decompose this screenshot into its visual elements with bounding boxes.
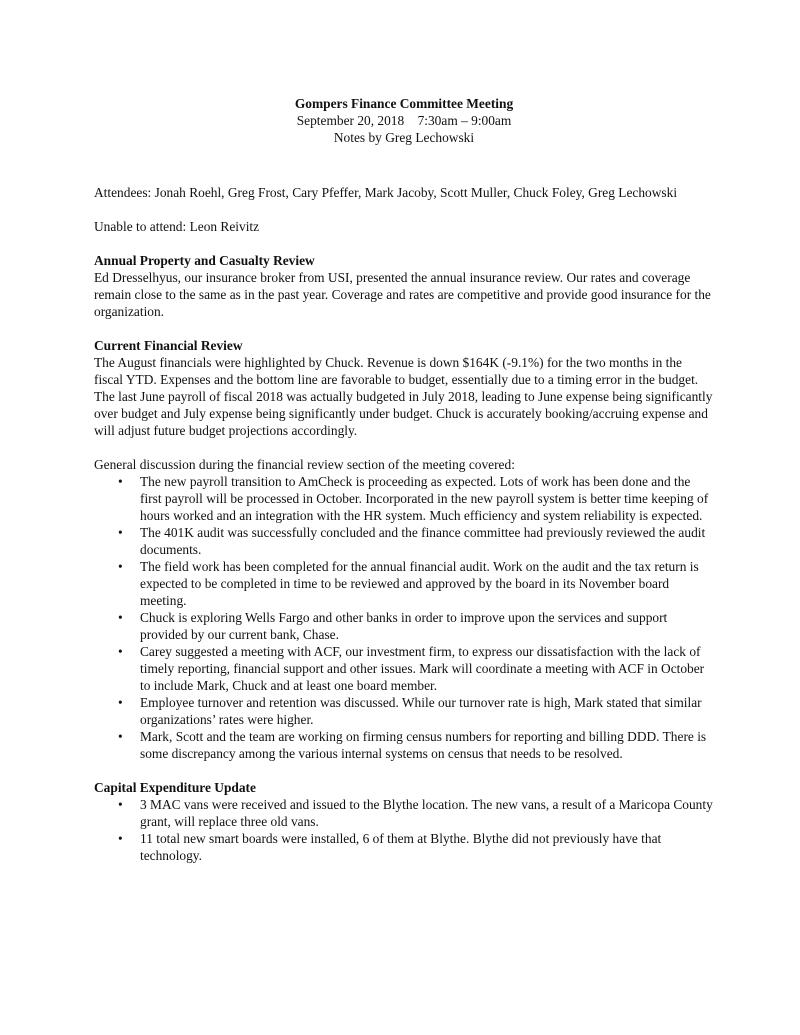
list-item-text: 3 MAC vans were received and issued to the Blythe location. The new vans, a result of a Maricopa County grant, will replace three old vans. <box>140 797 713 829</box>
list-item-text: Mark, Scott and the team are working on firming census numbers for reporting and billing DDD. There is some discrepancy among the various internal systems on census that needs to be resolved. <box>140 729 707 761</box>
list-item-text: Employee turnover and retention was discussed. While our turnover rate is high, Mark stated that similar organizations’ rates were higher. <box>140 695 702 727</box>
meeting-datetime: September 20, 2018 7:30am – 9:00am <box>296 113 512 128</box>
section-heading-capex: Capital Expenditure Update <box>94 780 256 795</box>
list-item <box>94 643 714 694</box>
section-body-property: Ed Dresselhyus, our insurance broker from USI, presented the annual insurance review. Our rates and coverage remain close to the same as in the past year. Coverage and rates are competitive and provide good insurance for the organization. <box>94 270 711 319</box>
bullet-icon: • <box>118 695 123 710</box>
bullet-icon: • <box>118 525 123 540</box>
bullet-icon: • <box>118 474 123 489</box>
list-item <box>94 694 714 728</box>
section-heading-financial: Current Financial Review <box>94 338 243 353</box>
document-header <box>94 95 714 146</box>
bullet-icon: • <box>118 610 123 625</box>
bullet-icon: • <box>118 729 123 744</box>
list-item <box>94 728 714 762</box>
section-body-financial: The August financials were highlighted by Chuck. Revenue is down $164K (-9.1%) for the two months in the fiscal YTD. Expenses and the bottom line are favorable to budget, essentially due to a timing error in the budget. The last June payroll of fiscal 2018 was actually budgeted in July 2018, leading to June expense being significantly over budget and July expense being significantly under budget. Chuck is accurately booking/accruing expense and will adjust future budget projections accordingly. <box>94 355 713 438</box>
list-item <box>94 524 714 558</box>
bullet-icon: • <box>118 644 123 659</box>
list-item <box>94 473 714 524</box>
bullet-icon: • <box>118 831 123 846</box>
notes-author: Notes by Greg Lechowski <box>333 130 475 145</box>
list-item <box>94 609 714 643</box>
discussion-intro: General discussion during the financial review section of the meeting covered: <box>94 457 515 472</box>
list-item-text: The 401K audit was successfully concluded and the finance committee had previously reviewed the audit documents. <box>140 525 706 557</box>
financial-bullet-list <box>94 473 714 762</box>
attendees: Attendees: Jonah Roehl, Greg Frost, Cary Pfeffer, Mark Jacoby, Scott Muller, Chuck Foley, Greg Lechowski <box>94 185 678 200</box>
list-item-text: Carey suggested a meeting with ACF, our investment firm, to express our dissatisfaction with the lack of timely reporting, financial support and other issues. Mark will coordinate a meeting with ACF in October to include Mark, Chuck and at least one board member. <box>140 644 705 693</box>
document-page <box>94 95 714 864</box>
list-item <box>94 830 714 864</box>
unable-to-attend: Unable to attend: Leon Reivitz <box>94 219 260 234</box>
document-title: Gompers Finance Committee Meeting <box>294 96 514 111</box>
bullet-icon: • <box>118 797 123 812</box>
list-item-text: The field work has been completed for the annual financial audit. Work on the audit and the tax return is expected to be completed in time to be reviewed and approved by the board in its November board meeting. <box>140 559 699 608</box>
section-heading-property: Annual Property and Casualty Review <box>94 253 315 268</box>
bullet-icon: • <box>118 559 123 574</box>
list-item <box>94 558 714 609</box>
list-item-text: The new payroll transition to AmCheck is proceeding as expected. Lots of work has been done and the first payroll will be processed in October. Incorporated in the new payroll system is better time keeping of hours worked and an integration with the HR system. Much efficiency and system reliability is expected. <box>140 474 709 523</box>
list-item-text: 11 total new smart boards were installed, 6 of them at Blythe. Blythe did not previously have that technology. <box>140 831 662 863</box>
list-item-text: Chuck is exploring Wells Fargo and other banks in order to improve upon the services and support provided by our current bank, Chase. <box>140 610 668 642</box>
capex-bullet-list <box>94 796 714 864</box>
list-item <box>94 796 714 830</box>
